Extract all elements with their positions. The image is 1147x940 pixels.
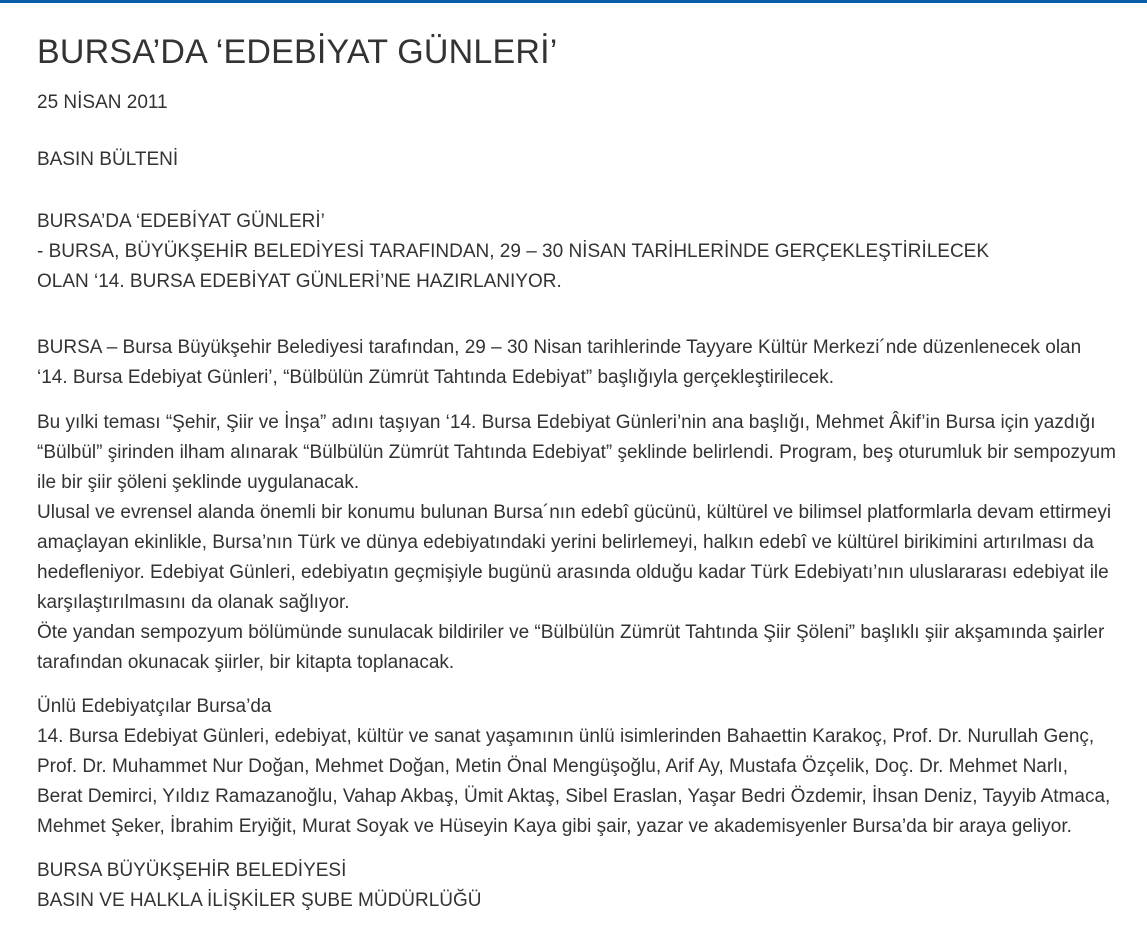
paragraph-symposium: Öte yandan sempozyum bölümünde sunulacak bildiriler ve “Bülbülün Zümrüt Tahtında Şiir Şöleni” başlıklı şiir akşamında şairler tarafından okunacak şiirler, bir kitapta toplanacak. bbox=[37, 622, 1105, 673]
footer-line-1: BURSA BÜYÜKŞEHİR BELEDİYESİ bbox=[37, 860, 347, 881]
paragraph-writers: 14. Bursa Edebiyat Günleri, edebiyat, kültür ve sanat yaşamının ünlü isimlerinden Bahaettin Karakoç, Prof. Dr. Nurullah Genç, Prof. Dr. Muhammet Nur Doğan, Mehmet Doğan, Metin Önal Mengüşoğlu, Arif Ay, Mustafa Özçelik, Doç. Dr. Mehmet Narlı, Berat Demirci, Yıldız Ramazanoğlu, Vahap Akbaş, Ümit Aktaş, Sibel Eraslan, Yaşar Bedri Özdemir, İhsan Deniz, Tayyib Atmaca, Mehmet Şeker, İbrahim Eryiğit, Murat Soyak ve Hüseyin Kaya gibi şair, yazar ve akademisyenler Bursa’da bir araya geliyor. bbox=[37, 726, 1111, 837]
footer-signature bbox=[37, 856, 1117, 916]
page-title: BURSA’DA ‘EDEBİYAT GÜNLERİ’ bbox=[37, 33, 558, 71]
article bbox=[37, 30, 1117, 916]
headline-line-3: OLAN ‘14. BURSA EDEBİYAT GÜNLERİ’NE HAZIRLANIYOR. bbox=[37, 271, 562, 292]
publish-date: 25 NİSAN 2011 bbox=[37, 92, 168, 113]
headline-line-1: BURSA’DA ‘EDEBİYAT GÜNLERİ’ bbox=[37, 211, 325, 232]
footer-line-2: BASIN VE HALKLA İLİŞKİLER ŞUBE MÜDÜRLÜĞÜ bbox=[37, 890, 482, 911]
paragraph-intro: BURSA – Bursa Büyükşehir Belediyesi tarafından, 29 – 30 Nisan tarihlerinde Tayyare Kültür Merkezi´nde düzenlenecek olan ‘14. Bursa Edebiyat Günleri’, “Bülbülün Zümrüt Tahtında Edebiyat” başlığıyla gerçekleştirilecek. bbox=[37, 337, 1082, 388]
press-headline bbox=[37, 207, 1117, 297]
headline-line-2: - BURSA, BÜYÜKŞEHİR BELEDİYESİ TARAFINDAN, 29 – 30 NİSAN TARİHLERİNDE GERÇEKLEŞTİRİLECEK bbox=[37, 241, 990, 262]
paragraph-theme: Bu yılki teması “Şehir, Şiir ve İnşa” adını taşıyan ‘14. Bursa Edebiyat Günleri’nin ana başlığı, Mehmet Âkif’in Bursa için yazdığı “Bülbül” şirinden ilham alınarak “Bülbülün Zümrüt Tahtında Edebiyat” şeklinde belirlendi. Program, beş oturumluk bir sempozyum ile bir şiir şöleni şeklinde uygulanacak. bbox=[37, 412, 1116, 493]
bulletin-label: BASIN BÜLTENİ bbox=[37, 149, 179, 170]
paragraph-goals: Ulusal ve evrensel alanda önemli bir konumu bulunan Bursa´nın edebî gücünü, kültürel ve bilimsel platformlarla devam ettirmeyi amaçlayan ekinlikle, Bursa’nın Türk ve dünya edebiyatındaki yerini belirlemeyi, halkın edebî ve kültürel birikimini artırılması da hedefleniyor. Edebiyat Günleri, edebiyatın geçmişiyle bugünü arasında olduğu kadar Türk Edebiyatı’nın uluslararası edebiyat ile karşılaştırılmasını da olanak sağlıyor. bbox=[37, 502, 1112, 613]
section-heading-writers: Ünlü Edebiyatçılar Bursa’da bbox=[37, 696, 272, 717]
top-accent-bar bbox=[0, 0, 1147, 3]
